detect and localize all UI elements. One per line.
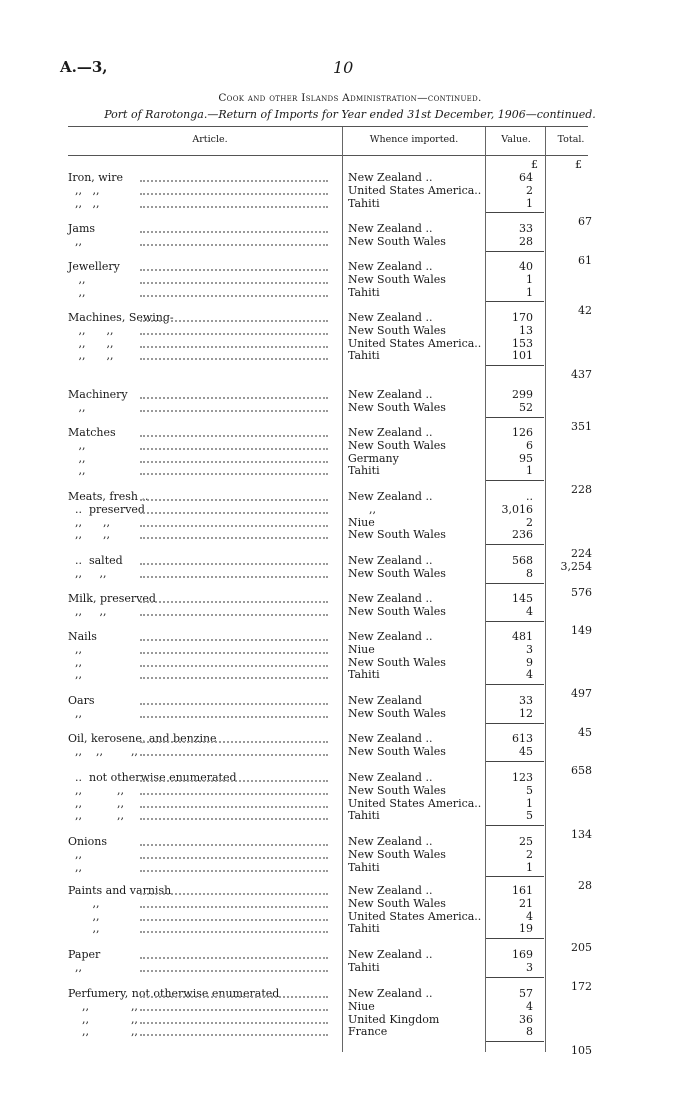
import-value: 170 (512, 311, 533, 324)
header-top-rule (68, 126, 588, 127)
article-name: Jewellery (68, 260, 120, 273)
import-value: 568 (512, 554, 533, 567)
subtotal-rule (486, 544, 544, 545)
import-value: 1 (526, 272, 533, 286)
leader-dots (140, 931, 328, 933)
subtotal-rule (486, 621, 544, 622)
subtotal-rule (486, 1041, 544, 1042)
import-value: 299 (512, 388, 533, 401)
leader-dots (140, 563, 328, 565)
group-total: 658 (571, 763, 592, 777)
origin-country: New South Wales (348, 744, 446, 758)
origin-country: Germany (348, 451, 399, 465)
origin-country: New South Wales (348, 566, 446, 580)
group-total: 105 (571, 1044, 592, 1058)
subtotal-rule (486, 417, 544, 418)
import-value: 236 (512, 528, 533, 542)
origin-country: United Kingdom (348, 1012, 440, 1026)
import-value: .. (526, 490, 533, 503)
leader-dots (140, 780, 328, 782)
article-name: ,, ,, (68, 1025, 138, 1039)
import-value: 126 (512, 426, 533, 439)
leader-dots (140, 870, 328, 872)
import-value: 19 (519, 922, 533, 936)
origin-country: New Zealand .. (348, 388, 433, 401)
origin-country: New South Wales (348, 323, 446, 337)
leader-dots (140, 1009, 328, 1011)
import-value: 4 (526, 999, 533, 1013)
import-value: 3 (526, 642, 533, 656)
article-name: ,, (68, 847, 82, 861)
origin-country: United States America.. (348, 909, 482, 923)
leader-dots (140, 346, 328, 348)
import-value: 123 (512, 771, 533, 784)
group-total: 224 (571, 547, 592, 561)
origin-country: New South Wales (348, 706, 446, 720)
article-name: ,, (68, 400, 86, 414)
header-bottom-rule (68, 155, 588, 156)
leader-dots (140, 639, 328, 641)
origin-country: New South Wales (348, 655, 446, 669)
origin-country: Tahiti (348, 960, 380, 974)
article-name: ,, ,, (68, 196, 100, 210)
section-title: Cook and other Islands Administration—continued. (218, 92, 482, 104)
import-value: 3 (526, 960, 533, 974)
column-header-whence: Whence imported. (369, 134, 459, 145)
import-value: 45 (519, 744, 533, 758)
article-name: ,, ,, (68, 783, 124, 797)
article-name: ,, ,, (68, 809, 124, 823)
group-total: 42 (578, 304, 592, 318)
import-value: 25 (519, 835, 533, 848)
import-value: 101 (512, 349, 533, 363)
article-name: Nails (68, 630, 97, 643)
article-name: Machines, Sewing- (68, 311, 174, 324)
column-header-article: Article. (192, 134, 228, 145)
leader-dots (140, 970, 328, 972)
import-value: 64 (519, 171, 533, 184)
article-name: ,, (68, 860, 82, 874)
import-value: 36 (519, 1012, 533, 1026)
origin-country: New South Wales (348, 604, 446, 618)
import-value: 1 (526, 285, 533, 299)
group-total: 28 (578, 879, 592, 893)
origin-country: New South Wales (348, 896, 446, 910)
origin-country: Niue (348, 642, 375, 656)
origin-country: Tahiti (348, 860, 380, 874)
leader-dots (140, 282, 328, 284)
group-total: 45 (578, 725, 592, 739)
origin-country: New South Wales (348, 438, 446, 452)
article-name: Meats, fresh .. (68, 490, 149, 503)
import-value: 4 (526, 604, 533, 618)
group-total: 497 (571, 687, 592, 701)
origin-country: New South Wales (348, 272, 446, 286)
origin-country: Tahiti (348, 809, 380, 823)
origin-country: New Zealand .. (348, 260, 433, 273)
column-header-total: Total. (557, 134, 585, 145)
leader-dots (140, 193, 328, 195)
article-name: ,, (68, 896, 100, 910)
leader-dots (140, 525, 328, 527)
subtotal-rule (486, 583, 544, 584)
article-name: ,, (68, 285, 86, 299)
group-total: 205 (571, 941, 592, 955)
import-value: 169 (512, 948, 533, 961)
import-value: 28 (519, 234, 533, 248)
article-name: .. salted (68, 554, 123, 567)
leader-dots (140, 295, 328, 297)
leader-dots (140, 919, 328, 921)
origin-country: New Zealand .. (348, 171, 433, 184)
article-name: Matches (68, 426, 116, 439)
import-value: 57 (519, 987, 533, 1000)
leader-dots (140, 906, 328, 908)
import-value: 6 (526, 438, 533, 452)
article-name: ,, (68, 234, 82, 248)
origin-country: United States America.. (348, 336, 482, 350)
subtotal-rule (486, 212, 544, 213)
import-value: 52 (519, 400, 533, 414)
leader-dots (140, 231, 328, 233)
origin-country: Tahiti (348, 668, 380, 682)
subtotal-rule (486, 251, 544, 252)
group-total: 172 (571, 979, 592, 993)
article-name: ,, (68, 922, 100, 936)
origin-country: New Zealand .. (348, 771, 433, 784)
leader-dots (140, 397, 328, 399)
origin-country: ,, (348, 502, 376, 516)
origin-country: New Zealand .. (348, 222, 433, 235)
origin-country: France (348, 1025, 388, 1039)
article-name: ,, ,, (68, 999, 138, 1013)
subtotal-rule (486, 761, 544, 762)
import-value: 2 (526, 183, 533, 197)
import-value: 153 (512, 336, 533, 350)
article-name: Oars (68, 694, 95, 707)
page-number: 10 (333, 58, 354, 77)
leader-dots (140, 180, 328, 182)
leader-dots (140, 576, 328, 578)
article-name: ,, ,, (68, 528, 110, 542)
import-value: 13 (519, 323, 533, 337)
import-value: 33 (519, 694, 533, 707)
leader-dots (140, 206, 328, 208)
article-name: Machinery (68, 388, 128, 401)
article-name: Paints and varnish (68, 884, 172, 897)
origin-country: New Zealand .. (348, 311, 433, 324)
leader-dots (140, 996, 328, 998)
origin-country: Niue (348, 515, 375, 529)
article-name: .. preserved (68, 502, 145, 516)
document-reference: A.—3, (60, 58, 108, 76)
origin-country: Tahiti (348, 464, 380, 478)
group-total: 3,254 (560, 560, 592, 574)
origin-country: New Zealand .. (348, 592, 433, 605)
leader-dots (140, 461, 328, 463)
column-divider-article (342, 127, 343, 1052)
group-total: 576 (571, 585, 592, 599)
leader-dots (140, 244, 328, 246)
leader-dots (140, 269, 328, 271)
leader-dots (140, 601, 328, 603)
origin-country: Tahiti (348, 196, 380, 210)
leader-dots (140, 844, 328, 846)
article-name: ,, (68, 438, 86, 452)
leader-dots (140, 320, 328, 322)
total-unit: £ (575, 158, 582, 171)
subtotal-rule (486, 365, 544, 366)
subtotal-rule (486, 938, 544, 939)
origin-country: New Zealand .. (348, 490, 433, 503)
article-name: Jams (68, 222, 96, 235)
group-total: 61 (578, 253, 592, 267)
origin-country: New Zealand .. (348, 426, 433, 439)
import-value: 2 (526, 515, 533, 529)
leader-dots (140, 435, 328, 437)
subtotal-rule (486, 684, 544, 685)
leader-dots (140, 754, 328, 756)
import-value: 21 (519, 896, 533, 910)
import-value: 5 (526, 809, 533, 823)
origin-country: United States America.. (348, 796, 482, 810)
column-divider-value (545, 127, 546, 1052)
origin-country: New Zealand .. (348, 884, 433, 897)
leader-dots (140, 652, 328, 654)
subtotal-rule (486, 825, 544, 826)
article-name: ,, ,, ,, (68, 744, 138, 758)
import-value: 5 (526, 783, 533, 797)
subtotal-rule (486, 301, 544, 302)
origin-country: Niue (348, 999, 375, 1013)
import-value: 40 (519, 260, 533, 273)
article-name: Paper (68, 948, 101, 961)
origin-country: Tahiti (348, 349, 380, 363)
leader-dots (140, 818, 328, 820)
article-name: ,, (68, 960, 82, 974)
leader-dots (140, 893, 328, 895)
origin-country: New South Wales (348, 400, 446, 414)
leader-dots (140, 665, 328, 667)
import-value: 4 (526, 668, 533, 682)
import-value: 1 (526, 860, 533, 874)
import-value: 1 (526, 196, 533, 210)
article-name: ,, (68, 272, 86, 286)
leader-dots (140, 857, 328, 859)
leader-dots (140, 512, 328, 514)
leader-dots (140, 358, 328, 360)
leader-dots (140, 957, 328, 959)
value-unit: £ (531, 158, 538, 171)
subtotal-rule (486, 480, 544, 481)
origin-country: New Zealand .. (348, 948, 433, 961)
import-value: 8 (526, 1025, 533, 1039)
import-value: 613 (512, 732, 533, 745)
article-name: ,, ,, (68, 323, 114, 337)
leader-dots (140, 1022, 328, 1024)
import-value: 33 (519, 222, 533, 235)
article-name: ,, (68, 655, 82, 669)
leader-dots (140, 1034, 328, 1036)
import-value: 481 (512, 630, 533, 643)
article-name: Perfumery, not otherwise enumerated (68, 987, 280, 1000)
origin-country: Tahiti (348, 922, 380, 936)
article-name: Onions (68, 835, 107, 848)
import-value: 12 (519, 706, 533, 720)
leader-dots (140, 806, 328, 808)
leader-dots (140, 677, 328, 679)
group-total: 351 (571, 419, 592, 433)
origin-country: New Zealand .. (348, 732, 433, 745)
article-name: ,, (68, 909, 100, 923)
article-name: ,, (68, 451, 86, 465)
origin-country: New South Wales (348, 847, 446, 861)
origin-country: New South Wales (348, 528, 446, 542)
group-total: 149 (571, 623, 592, 637)
article-name: Milk, preserved (68, 592, 156, 605)
subtotal-rule (486, 723, 544, 724)
column-header-value: Value. (501, 134, 531, 145)
table-title: Port of Rarotonga.—Return of Imports for Year ended 31st December, 1906—continued. (104, 108, 596, 121)
article-name: Iron, wire (68, 171, 124, 184)
import-value: 8 (526, 566, 533, 580)
origin-country: New South Wales (348, 783, 446, 797)
article-name: ,, (68, 642, 82, 656)
origin-country: New Zealand .. (348, 630, 433, 643)
import-value: 95 (519, 451, 533, 465)
leader-dots (140, 703, 328, 705)
import-value: 1 (526, 464, 533, 478)
article-name: ,, ,, (68, 336, 114, 350)
origin-country: New Zealand .. (348, 835, 433, 848)
leader-dots (140, 499, 328, 501)
group-total: 437 (571, 368, 592, 382)
subtotal-rule (486, 876, 544, 877)
group-total: 228 (571, 483, 592, 497)
import-value: 1 (526, 796, 533, 810)
import-value: 2 (526, 847, 533, 861)
article-name: ,, ,, (68, 796, 124, 810)
subtotal-rule (486, 977, 544, 978)
leader-dots (140, 473, 328, 475)
origin-country: New Zealand (348, 694, 422, 707)
leader-dots (140, 614, 328, 616)
leader-dots (140, 333, 328, 335)
leader-dots (140, 537, 328, 539)
group-total: 67 (578, 215, 592, 229)
leader-dots (140, 741, 328, 743)
article-name: ,, ,, (68, 183, 100, 197)
import-value: 161 (512, 884, 533, 897)
origin-country: New Zealand .. (348, 987, 433, 1000)
origin-country: Tahiti (348, 285, 380, 299)
article-name: ,, (68, 464, 86, 478)
leader-dots (140, 448, 328, 450)
article-name: ,, ,, (68, 1012, 138, 1026)
column-divider-whence (485, 127, 486, 1052)
origin-country: New Zealand .. (348, 554, 433, 567)
article-name: ,, ,, (68, 349, 114, 363)
leader-dots (140, 716, 328, 718)
group-total: 134 (571, 828, 592, 842)
article-name: ,, ,, (68, 566, 107, 580)
article-name: .. not otherwise enumerated (68, 771, 237, 784)
article-name: Oil, kerosene, and benzine (68, 732, 217, 745)
article-name: ,, ,, (68, 604, 107, 618)
import-value: 145 (512, 592, 533, 605)
origin-country: United States America.. (348, 183, 482, 197)
import-value: 9 (526, 655, 533, 669)
leader-dots (140, 793, 328, 795)
leader-dots (140, 410, 328, 412)
import-value: 3,016 (501, 502, 533, 516)
article-name: ,, (68, 668, 82, 682)
article-name: ,, ,, (68, 515, 110, 529)
article-name: ,, (68, 706, 82, 720)
import-value: 4 (526, 909, 533, 923)
origin-country: New South Wales (348, 234, 446, 248)
